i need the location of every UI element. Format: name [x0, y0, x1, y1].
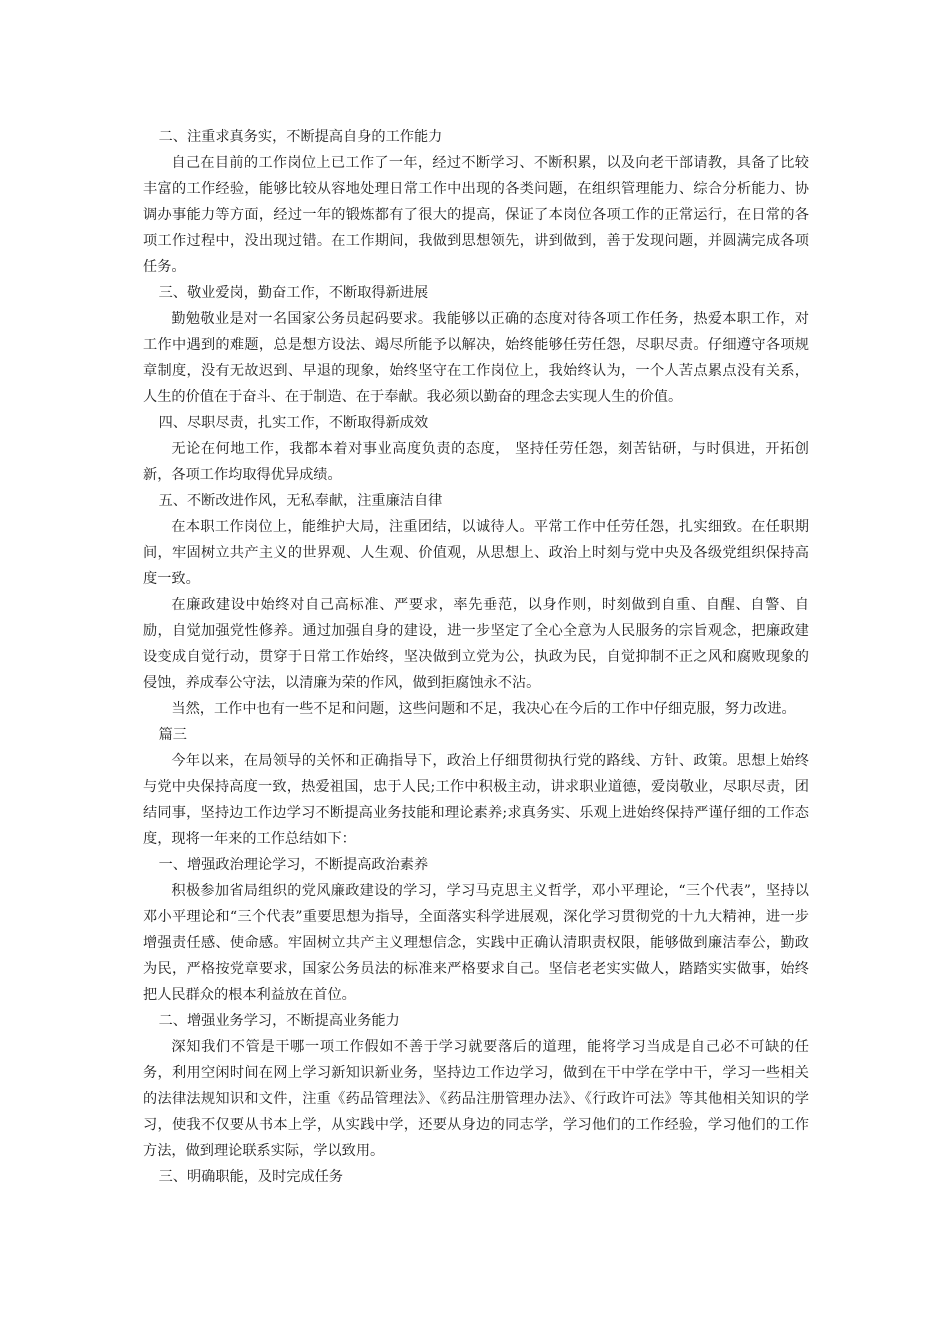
document-body [143, 124, 809, 1190]
section-heading: 三、敬业爱岗，勤奋工作，不断取得新进展 [158, 285, 429, 301]
body-paragraph: 在本职工作岗位上，能维护大局，注重团结，以诚待人。平常工作中任劳任怨，扎实细致。在任职期间，牢固树立共产主义的世界观、人生观、价值观，从思想上、政治上时刻与党中央及各级党组织保持高度一致。 [143, 519, 809, 587]
body-paragraph: 当然，工作中也有一些不足和问题，这些问题和不足，我决心在今后的工作中仔细克服，努力改进。 [171, 701, 796, 717]
body-paragraph: 在廉政建设中始终对自己高标准、严要求，率先垂范，以身作则，时刻做到自重、自醒、自警、自励，自觉加强党性修养。通过加强自身的建设，进一步坚定了全心全意为人民服务的宗旨观念，把廉政建设变成自觉行动，贯穿于日常工作始终，坚决做到立党为公，执政为民，自觉抑制不正之风和腐败现象的侵蚀，养成奉公守法，以清廉为荣的作风，做到拒腐蚀永不沾。 [143, 597, 809, 691]
body-paragraph: 深知我们不管是干哪一项工作假如不善于学习就要落后的道理，能将学习当成是自己必不可缺的任务，利用空闲时间在网上学习新知识新业务，坚持边工作边学习，做到在干中学在学中干，学习一些相关的法律法规知识和文件，注重《药品管理法》、《药品注册管理办法》、《行政许可法》等其他相关知识的学习，使我不仅要从书本上学，从实践中学，还要从身边的同志学，学习他们的工作经验，学习他们的工作方法，做到理论联系实际，学以致用。 [143, 1039, 809, 1159]
part-title: 篇三 [158, 727, 187, 743]
section-heading: 三、明确职能，及时完成任务 [158, 1169, 344, 1185]
body-paragraph: 无论在何地工作，我都本着对事业高度负责的态度， 坚持任劳任怨，刻苦钻研，与时俱进，开拓创新，各项工作均取得优异成绩。 [143, 441, 809, 483]
section-heading: 一、增强政治理论学习，不断提高政治素养 [158, 857, 429, 873]
body-paragraph: 积极参加省局组织的党风廉政建设的学习，学习马克思主义哲学，邓小平理论，“三个代表”，坚持以邓小平理论和“三个代表”重要思想为指导，全面落实科学进展观，深化学习贯彻党的十九大精神，进一步增强责任感、使命感。牢固树立共产主义理想信念，实践中正确认清职责权限，能够做到廉洁奉公，勤政为民，严格按党章要求，国家公务员法的标准来严格要求自己。坚信老老实实做人，踏踏实实做事，始终把人民群众的根本利益放在首位。 [143, 883, 809, 1003]
section-heading: 二、增强业务学习，不断提高业务能力 [158, 1013, 400, 1029]
section-heading: 四、尽职尽责，扎实工作，不断取得新成效 [158, 415, 429, 431]
body-paragraph: 自己在目前的工作岗位上已工作了一年，经过不断学习、不断积累，以及向老干部请教，具备了比较丰富的工作经验，能够比较从容地处理日常工作中出现的各类问题，在组织管理能力、综合分析能力、协调办事能力等方面，经过一年的锻炼都有了很大的提高，保证了本岗位各项工作的正常运行，在日常的各项工作过程中，没出现过错。在工作期间，我做到思想领先，讲到做到，善于发现问题，并圆满完成各项任务。 [143, 155, 809, 275]
section-heading: 二、注重求真务实，不断提高自身的工作能力 [158, 129, 443, 145]
section-heading: 五、不断改进作风，无私奉献，注重廉洁自律 [158, 493, 443, 509]
body-paragraph: 今年以来，在局领导的关怀和正确指导下，政治上仔细贯彻执行党的路线、方针、政策。思想上始终与党中央保持高度一致，热爱祖国，忠于人民;工作中积极主动，讲求职业道德，爱岗敬业，尽职尽责，团结同事，坚持边工作边学习不断提高业务技能和理论素养;求真务实、乐观上进始终保持严谨仔细的工作态度，现将一年来的工作总结如下： [143, 753, 809, 847]
body-paragraph: 勤勉敬业是对一名国家公务员起码要求。我能够以正确的态度对待各项工作任务，热爱本职工作，对工作中遇到的难题，总是想方设法、竭尽所能予以解决，始终能够任劳任怨，尽职尽责。仔细遵守各项规章制度，没有无故迟到、早退的现象，始终坚守在工作岗位上，我始终认为，一个人苦点累点没有关系，人生的价值在于奋斗、在于制造、在于奉献。我必须以勤奋的理念去实现人生的价值。 [143, 311, 809, 405]
